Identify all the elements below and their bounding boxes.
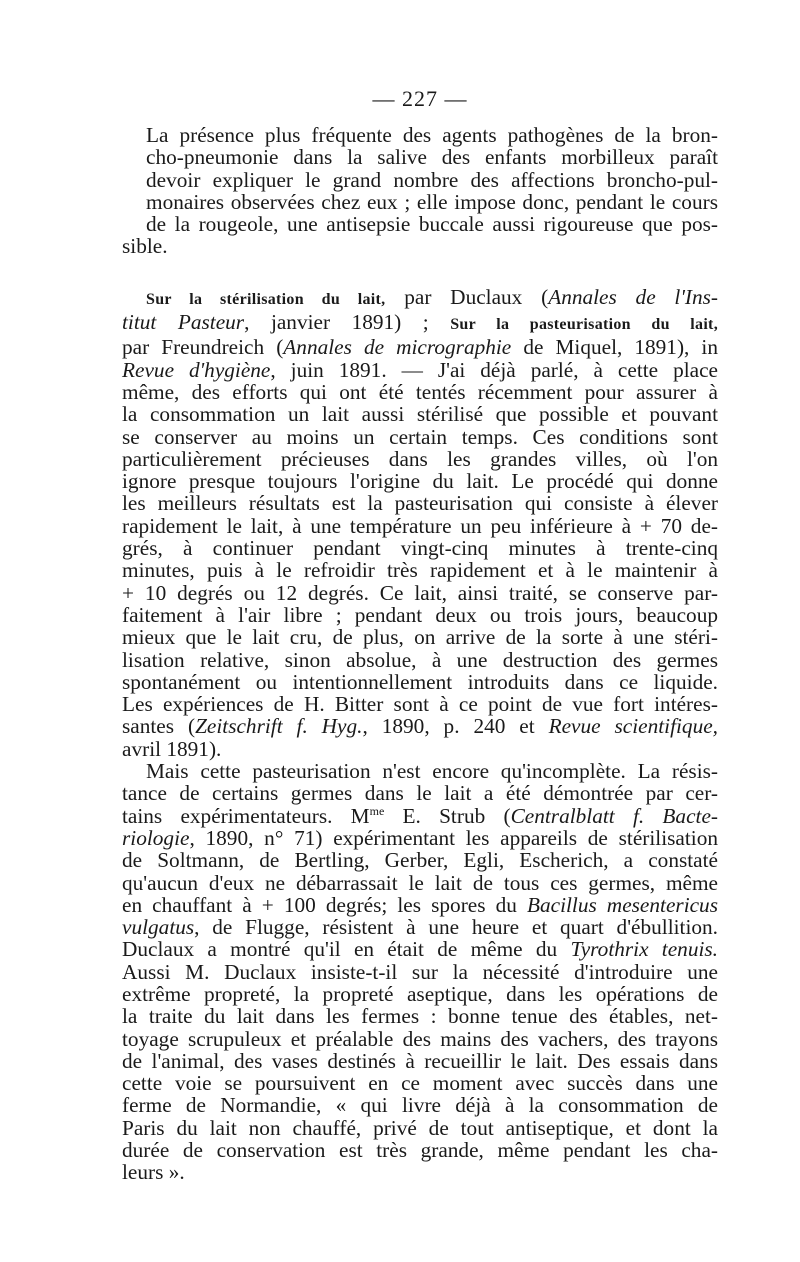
text-run: , janvier 1891) ; [244, 310, 451, 335]
text-line: durée de conservation est très grande, même pendant les cha- [122, 1138, 718, 1163]
text-line: avril 1891). [122, 736, 222, 761]
text-line: même, des efforts qui ont été tentés récemment pour assurer à [122, 379, 718, 404]
text-line: qu'aucun d'eux ne débarrassait le lait de tous ces germes, même [122, 870, 718, 895]
text-line [122, 938, 718, 960]
text-line: minutes, puis à le refroidir très rapidement et à le maintenir à [122, 558, 718, 583]
text-line: la traite du lait dans les fermes : bonne tenue des étables, net- [122, 1004, 718, 1029]
text-line: spontanément ou intentionnellement introduits dans ce liquide. [122, 669, 718, 694]
text-line: ignore presque toujours l'origine du lait. Le procédé qui donne [122, 469, 718, 494]
text-line [122, 715, 718, 737]
text-line: monaires observées chez eux ; elle impose donc, pendant le cours [146, 189, 718, 214]
text-run: , de Flugge, résistent à une heure et quart d'ébullition. [194, 915, 718, 940]
text-line: de l'animal, des vases destinés à recueillir le lait. Des essais dans [122, 1048, 718, 1073]
paragraph-pasteurisation-incomplete [122, 760, 718, 1184]
text-line: leurs ». [122, 1160, 185, 1185]
text-line [122, 359, 718, 381]
text-line: Aussi M. Duclaux insiste-t-il sur la nécessité d'introduire une [122, 959, 718, 984]
text-line: Mais cette pasteurisation n'est encore qu'incomplète. La résis- [146, 759, 718, 784]
text-line: mieux que le lait cru, de plus, on arrive de la sorte à une stéri- [122, 625, 718, 650]
superscript: me [369, 803, 385, 818]
species-name: vulgatus [122, 915, 195, 940]
text-line [122, 827, 718, 849]
text-line [122, 916, 718, 938]
paragraph-sterilisation-lait [122, 286, 718, 760]
text-line [122, 311, 718, 336]
text-line: faitement à l'air libre ; pendant deux ou trois jours, beaucoup [122, 602, 718, 627]
text-line: se conserver au moins un certain temps. Ces conditions sont [122, 424, 718, 449]
citation-title: Revue d'hygiène [122, 357, 271, 382]
text-line: sible. [122, 234, 168, 259]
text-line [122, 894, 718, 916]
text-line: de la rougeole, une antisepsie buccale aussi rigoureuse que pos- [146, 212, 718, 237]
text-line: tance de certains germes dans le lait a été démontrée par cer- [122, 781, 718, 806]
text-run: Duclaux a montré qu'il en était de même du [122, 937, 571, 962]
species-name: Bacillus mesentericus [526, 892, 718, 917]
citation-title: Annales de micrographie [283, 335, 512, 360]
section-heading: Sur la pasteurisation du lait, [450, 316, 718, 334]
text-run: par Duclaux ( [385, 284, 549, 309]
text-line: cho-pneumonie dans la salive des enfants morbilleux paraît [146, 145, 718, 170]
paragraph-bronchopneumonie [122, 124, 718, 258]
text-line: extrême propreté, la propreté aseptique, dans les opérations de [122, 981, 718, 1006]
text-line: lisation relative, sinon absolue, à une destruction des germes [122, 647, 718, 672]
text-line: rapidement le lait, à une température un peu inférieure à + 70 de- [122, 513, 718, 538]
text-run: en chauffant à + 100 degrés; les spores du [122, 892, 527, 917]
citation-title: Revue scientifique, [548, 714, 719, 739]
text-line [122, 336, 718, 358]
text-run: , 1890, p. 240 et [362, 714, 549, 739]
text-run: santes ( [122, 714, 196, 739]
citation-title: titut Pasteur [122, 310, 245, 335]
citation-title: Zeitschrift f. Hyg. [195, 714, 363, 739]
text-run: de Miquel, 1891), in [511, 335, 718, 360]
page-number: — 227 — [372, 86, 468, 111]
text-run: par Freundreich ( [122, 335, 284, 360]
text-line: cette voie se poursuivent en ce moment avec succès dans une [122, 1071, 718, 1096]
section-heading: Sur la stérilisation du lait, [146, 290, 386, 308]
citation-title: Annales de l'Ins- [548, 284, 718, 309]
text-line: Les expériences de H. Bitter sont à ce point de vue fort intéres- [122, 692, 718, 717]
text-line [122, 805, 718, 827]
text-line: Paris du lait non chauffé, privé de tout antiseptique, et dont la [122, 1115, 718, 1140]
text-line: + 10 degrés ou 12 degrés. Ce lait, ainsi traité, se conserve par- [122, 580, 718, 605]
text-run: , 1890, n° 71) expérimentant les appareils de stérilisation [189, 825, 718, 850]
text-line: grés, à continuer pendant vingt-cinq minutes à trente-cinq [122, 536, 718, 561]
text-line: devoir expliquer le grand nombre des affections broncho-pul- [146, 167, 718, 192]
text-run: tains expérimentateurs. M [122, 803, 370, 828]
citation-title: riologie [122, 825, 190, 850]
text-run: E. Strub ( [384, 803, 511, 828]
text-run: , juin 1891. — J'ai déjà parlé, à cette place [270, 357, 718, 382]
text-line: toyage scrupuleux et préalable des mains des vachers, des trayons [122, 1026, 718, 1051]
citation-title: Centralblatt f. Bacte- [510, 803, 718, 828]
text-line: de Soltmann, de Bertling, Gerber, Egli, Escherich, a constaté [122, 848, 718, 873]
text-line: les meilleurs résultats est la pasteurisation qui consiste à élever [122, 491, 718, 516]
text-line: particulièrement précieuses dans les grandes villes, où l'on [122, 446, 718, 471]
text-line: La présence plus fréquente des agents pathogènes de la bron- [146, 123, 718, 147]
text-line [122, 286, 718, 311]
text-line: ferme de Normandie, « qui livre déjà à la consommation de [122, 1093, 718, 1118]
text-line: la consommation un lait aussi stérilisé que possible et pouvant [122, 402, 718, 427]
species-name: Tyrothrix tenuis. [570, 937, 718, 962]
